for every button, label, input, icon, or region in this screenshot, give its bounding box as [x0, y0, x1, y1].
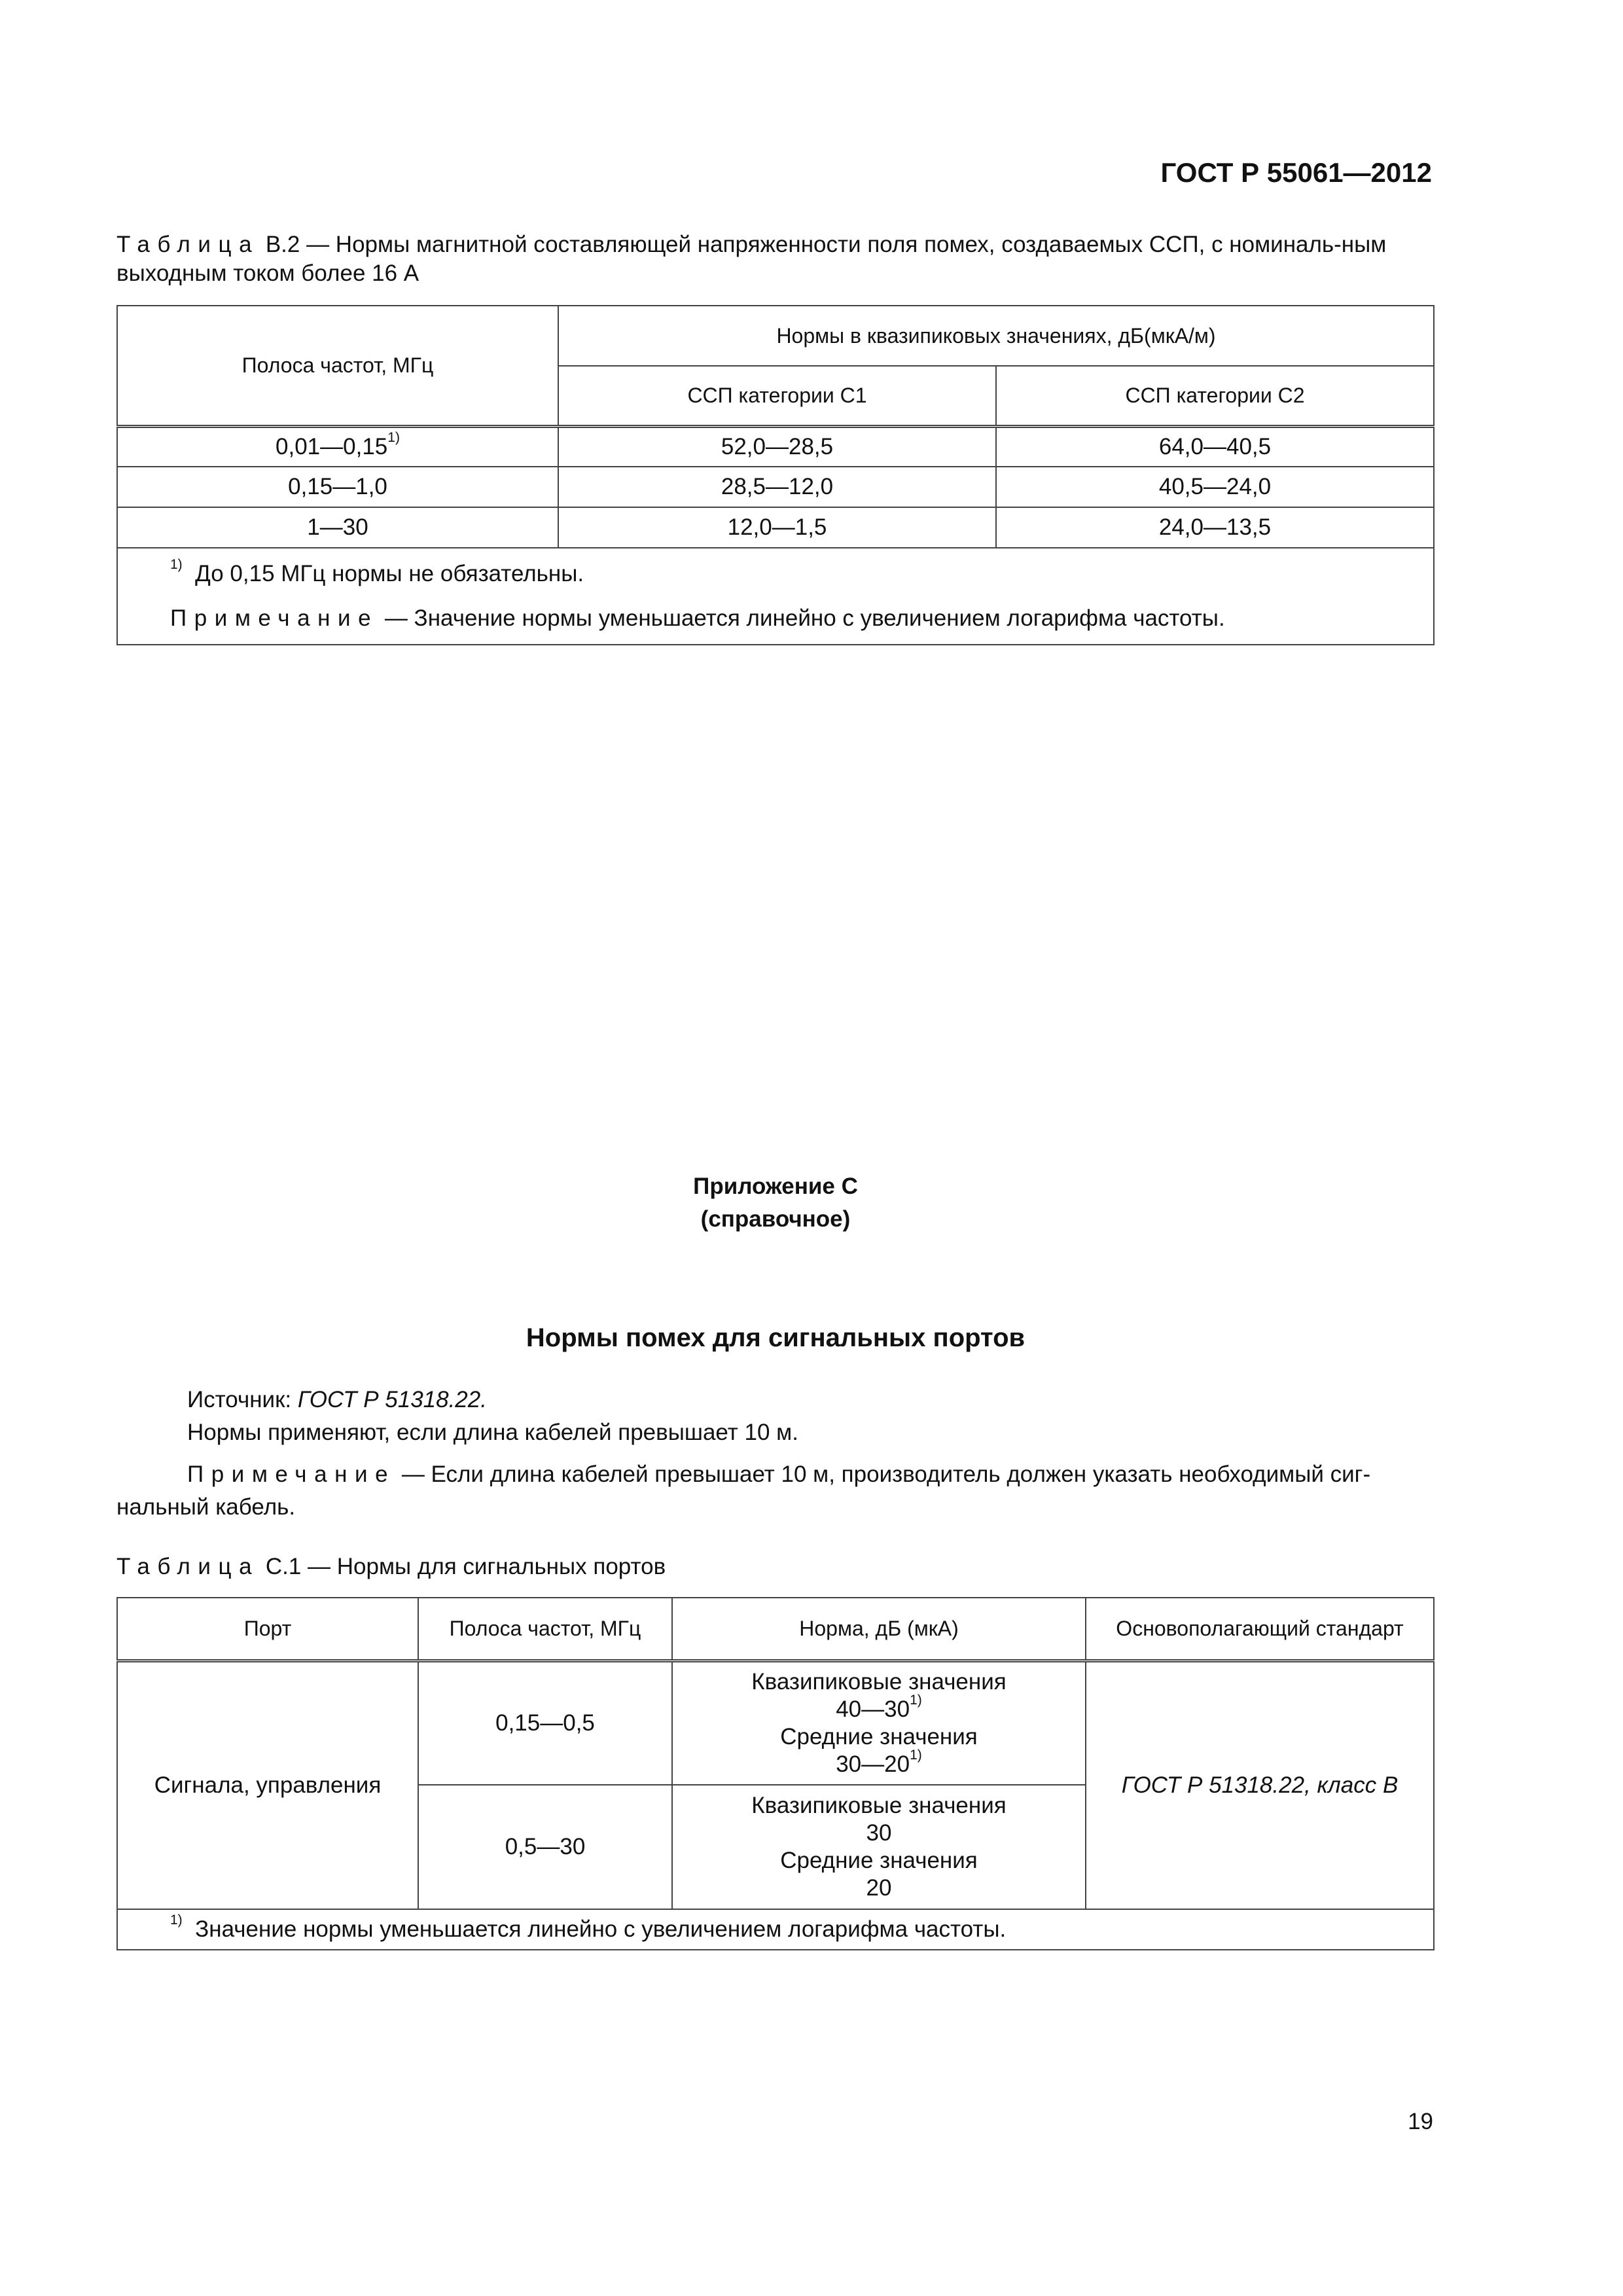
- appendix-title: [0, 1170, 1551, 1236]
- cell-frequency: 1—30: [117, 507, 558, 548]
- section-heading: Нормы помех для сигнальных портов: [526, 1323, 1026, 1352]
- table-row: [117, 507, 1434, 548]
- table-c1: [116, 1597, 1435, 1950]
- footnote: $^{1)}$ До 0,15 МГц нормы не обязательны.: [170, 557, 584, 586]
- appendix-label: Приложение С: [693, 1174, 858, 1199]
- cell-frequency: 0,15—1,0: [117, 467, 558, 507]
- note: Примечание — Значение нормы уменьшается линейно с увеличением логарифма частоты.: [170, 605, 1225, 631]
- caption-text: В.2 — Нормы магнитной составляющей напряженности поля помех, создаваемых ССП, с номиналь-ным выходным током более 16 А: [116, 232, 1387, 286]
- header-frequency: Полоса частот, МГц: [117, 306, 558, 426]
- cell-c1: 52,0—28,5: [558, 426, 996, 467]
- cell-c2: 64,0—40,5: [996, 426, 1434, 467]
- appendix-type: (справочное): [700, 1206, 851, 1232]
- header-norm: Норма, дБ (мкА): [672, 1598, 1086, 1660]
- table-b2: [116, 305, 1435, 645]
- source-reference: ГОСТ Р 51318.22.: [297, 1387, 487, 1412]
- header-c1: ССП категории С1: [558, 366, 996, 426]
- table-row: [117, 1660, 1434, 1785]
- cell-frequency: 0,5—30: [418, 1785, 672, 1909]
- table-row: [117, 467, 1434, 507]
- cell-standard: ГОСТ Р 51318.22, класс В: [1086, 1660, 1434, 1909]
- table-b2-caption: [116, 230, 1433, 288]
- cell-c1: 12,0—1,5: [558, 507, 996, 548]
- header-standard: Основополагающий стандарт: [1086, 1598, 1434, 1660]
- header-port: Порт: [117, 1598, 418, 1660]
- cell-c2: 40,5—24,0: [996, 467, 1434, 507]
- source-line: Источник: ГОСТ Р 51318.22.: [187, 1387, 487, 1412]
- caption-text: С.1 — Нормы для сигнальных портов: [265, 1554, 666, 1579]
- cell-c2: 24,0—13,5: [996, 507, 1434, 548]
- cell-c1: 28,5—12,0: [558, 467, 996, 507]
- cell-norm: Квазипиковые значения 30 Средние значения 20: [672, 1785, 1086, 1909]
- cell-frequency: 0,01—0,15$^{1)}$: [117, 426, 558, 467]
- header-norm-group: Нормы в квазипиковых значениях, дБ(мкА/м): [558, 306, 1434, 366]
- appendix-note: Примечание — Если длина кабелей превышает 10 м, производитель должен указать необходимый сиг-нальный кабель.: [116, 1462, 1371, 1520]
- apply-line: Нормы применяют, если длина кабелей превышает 10 м.: [187, 1420, 798, 1445]
- table-row: [117, 426, 1434, 467]
- header-c2: ССП категории С2: [996, 366, 1434, 426]
- document-code: ГОСТ Р 55061—2012: [1160, 157, 1432, 188]
- header-frequency: Полоса частот, МГц: [418, 1598, 672, 1660]
- table-b2-notes: [117, 548, 1434, 645]
- table-c1-caption: [116, 1552, 1433, 1581]
- cell-norm: Квазипиковые значения 40—30$^{1)}$ Средние значения 30—20$^{1)}$: [672, 1660, 1086, 1785]
- table-c1-footnote: $^{1)}$ Значение нормы уменьшается линейно с увеличением логарифма частоты.: [117, 1909, 1434, 1950]
- page-number: 19: [1408, 2109, 1433, 2134]
- cell-frequency: 0,15—0,5: [418, 1660, 672, 1785]
- caption-word: Таблица: [116, 232, 260, 257]
- cell-port: Сигнала, управления: [117, 1660, 418, 1909]
- caption-word: Таблица: [116, 1554, 260, 1579]
